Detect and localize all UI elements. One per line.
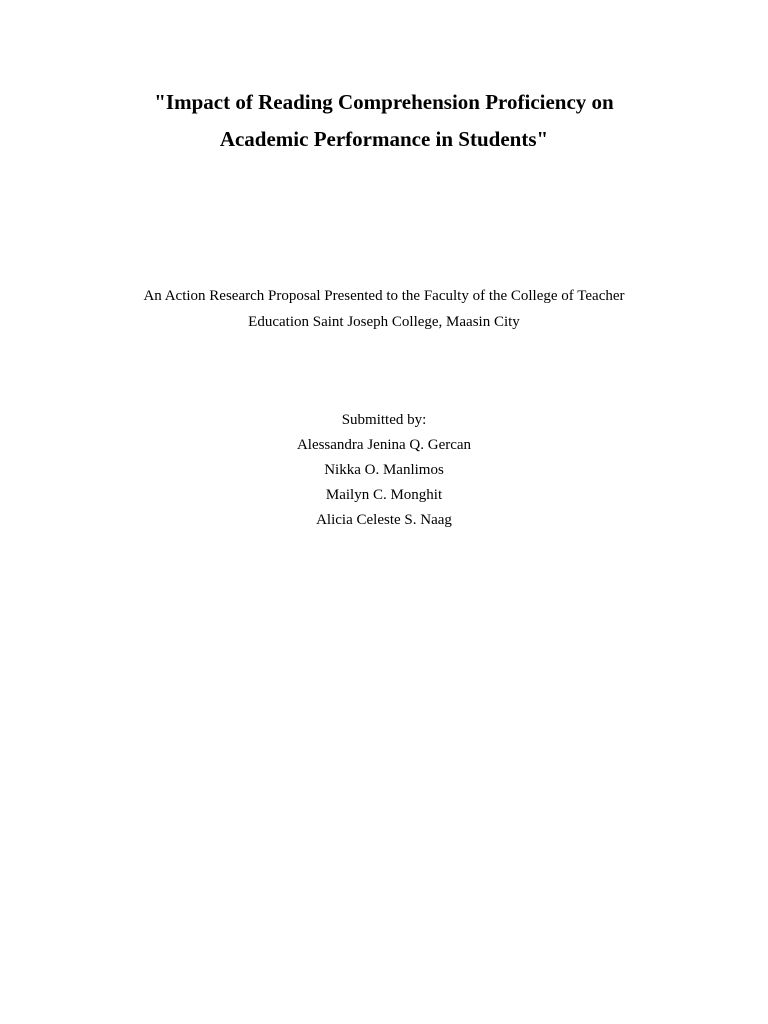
document-title [0, 84, 768, 158]
title-line-2: Academic Performance in Students" [219, 127, 549, 151]
title-line-1: "Impact of Reading Comprehension Proficiency on [154, 90, 614, 114]
proposal-statement-line-1: An Action Research Proposal Presented to the Faculty of the College of Teacher [143, 288, 625, 304]
proposal-statement [0, 283, 768, 335]
proposal-statement-line-2: Education Saint Joseph College, Maasin City [248, 314, 520, 330]
submitted-by-section [0, 408, 768, 533]
author-name: Alicia Celeste S. Naag [316, 512, 452, 528]
submitted-by-label: Submitted by: [341, 412, 427, 428]
author-name: Nikka O. Manlimos [324, 462, 444, 478]
author-name: Mailyn C. Monghit [325, 487, 443, 503]
author-name: Alessandra Jenina Q. Gercan [296, 437, 472, 453]
